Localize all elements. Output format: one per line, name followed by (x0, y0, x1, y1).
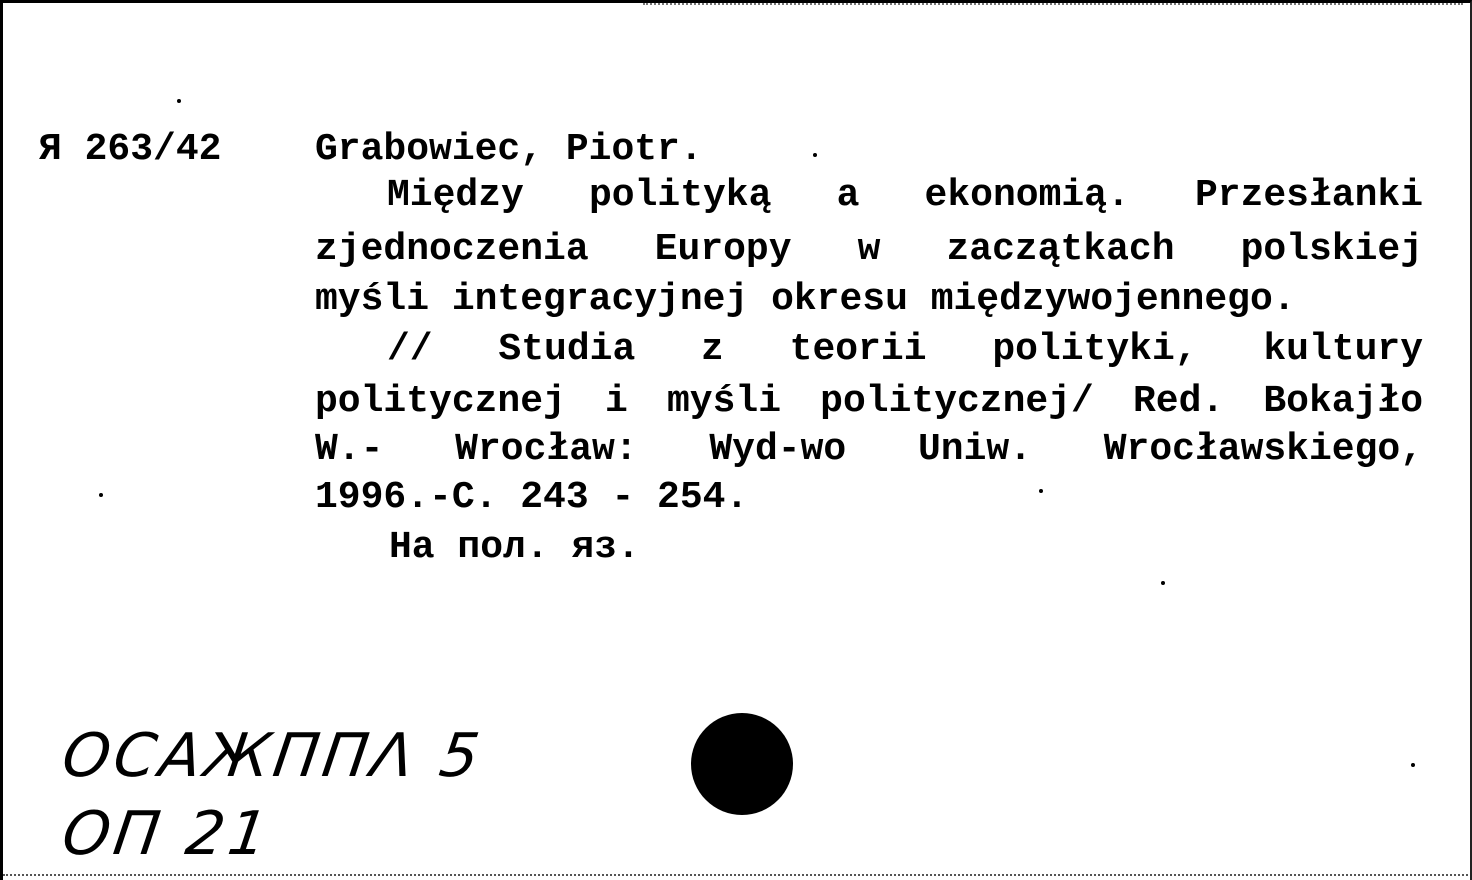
entry-line-1: Między polityką a ekonomią. Przesłanki (387, 174, 1423, 217)
entry-line-4: // Studia z teorii polityki, kultury (387, 328, 1423, 371)
handwritten-number: ОП 21 (58, 799, 276, 869)
entry-line-2: zjednoczenia Europy w zaczątkach polskiej (315, 228, 1423, 271)
speck (1161, 581, 1165, 585)
call-number: Я 263/42 (39, 128, 222, 171)
speck (99, 493, 103, 497)
speck (1411, 763, 1415, 767)
bottom-edge-rule (3, 874, 1472, 876)
top-edge-dots (643, 3, 1463, 9)
handwritten-shelf-mark: OCAЖПΠΛ 5 (58, 721, 488, 791)
speck (1039, 489, 1043, 493)
entry-line-6: W.- Wrocław: Wyd-wo Uniw. Wrocławskiego, (315, 428, 1423, 471)
entry-line-7: 1996.-C. 243 - 254. (315, 476, 749, 519)
author-heading: Grabowiec, Piotr. (315, 128, 703, 171)
language-note: На пол. яз. (389, 526, 640, 569)
speck (813, 153, 817, 157)
punch-hole (691, 713, 793, 815)
entry-line-5: politycznej i myśli politycznej/ Red. Bokajło (315, 380, 1423, 423)
speck (177, 99, 181, 103)
entry-line-3: myśli integracyjnej okresu międzywojennego. (315, 278, 1296, 321)
